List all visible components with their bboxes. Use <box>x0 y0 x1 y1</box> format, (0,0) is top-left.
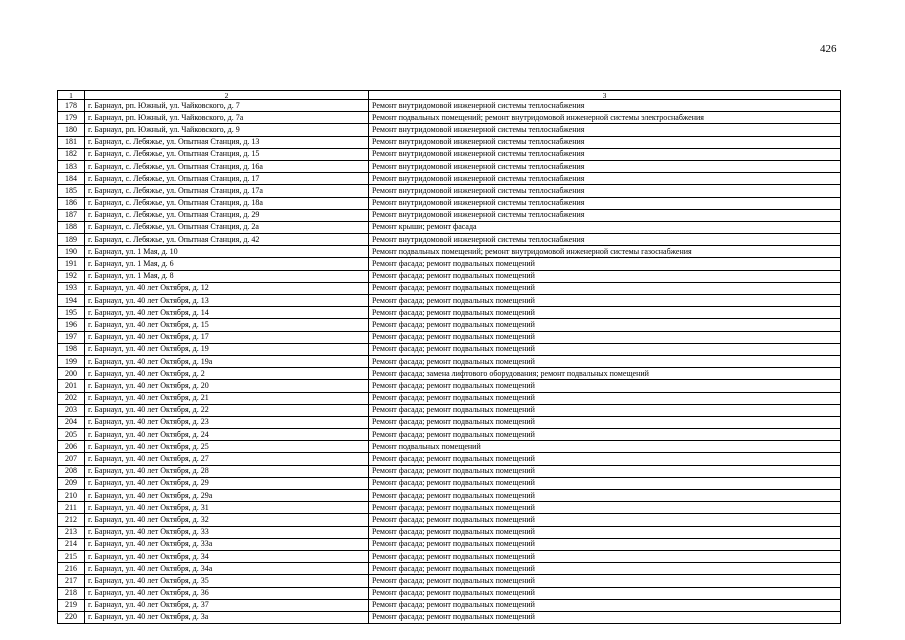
column-header-3: 3 <box>369 91 841 100</box>
row-number: 206 <box>58 441 85 453</box>
table-row <box>58 575 841 587</box>
table-row <box>58 234 841 246</box>
row-number: 189 <box>58 234 85 246</box>
row-number: 217 <box>58 575 85 587</box>
address-cell: г. Барнаул, ул. 40 лет Октября, д. 34а <box>85 563 369 575</box>
row-number: 208 <box>58 465 85 477</box>
table-row <box>58 599 841 611</box>
table-row <box>58 368 841 380</box>
work-type-cell: Ремонт фасада; ремонт подвальных помещений <box>369 587 841 599</box>
table-row <box>58 319 841 331</box>
row-number: 220 <box>58 611 85 623</box>
work-type-cell: Ремонт фасада; ремонт подвальных помещений <box>369 380 841 392</box>
row-number: 214 <box>58 538 85 550</box>
work-type-cell: Ремонт внутридомовой инженерной системы теплоснабжения <box>369 185 841 197</box>
table-row <box>58 429 841 441</box>
table-row <box>58 148 841 160</box>
table-row <box>58 563 841 575</box>
row-number: 205 <box>58 429 85 441</box>
table-row <box>58 258 841 270</box>
table-row <box>58 100 841 112</box>
work-type-cell: Ремонт фасада; ремонт подвальных помещений <box>369 490 841 502</box>
row-number: 212 <box>58 514 85 526</box>
address-cell: г. Барнаул, с. Лебяжье, ул. Опытная Станция, д. 2а <box>85 221 369 233</box>
address-cell: г. Барнаул, ул. 40 лет Октября, д. 24 <box>85 429 369 441</box>
address-cell: г. Барнаул, ул. 40 лет Октября, д. 34 <box>85 550 369 562</box>
address-cell: г. Барнаул, с. Лебяжье, ул. Опытная Станция, д. 17а <box>85 185 369 197</box>
work-type-cell: Ремонт фасада; ремонт подвальных помещений <box>369 563 841 575</box>
address-cell: г. Барнаул, рп. Южный, ул. Чайковского, д. 7 <box>85 100 369 112</box>
work-type-cell: Ремонт фасада; ремонт подвальных помещений <box>369 477 841 489</box>
address-cell: г. Барнаул, ул. 40 лет Октября, д. 29а <box>85 490 369 502</box>
row-number: 179 <box>58 112 85 124</box>
address-cell: г. Барнаул, ул. 40 лет Октября, д. 37 <box>85 599 369 611</box>
address-cell: г. Барнаул, ул. 40 лет Октября, д. 21 <box>85 392 369 404</box>
row-number: 218 <box>58 587 85 599</box>
work-type-cell: Ремонт фасада; ремонт подвальных помещений <box>369 404 841 416</box>
work-type-cell: Ремонт фасада; ремонт подвальных помещений <box>369 282 841 294</box>
table-row <box>58 538 841 550</box>
address-cell: г. Барнаул, с. Лебяжье, ул. Опытная Станция, д. 42 <box>85 234 369 246</box>
work-type-cell: Ремонт внутридомовой инженерной системы теплоснабжения <box>369 136 841 148</box>
table-row <box>58 124 841 136</box>
table-row <box>58 550 841 562</box>
row-number: 210 <box>58 490 85 502</box>
table-row <box>58 295 841 307</box>
work-type-cell: Ремонт фасада; ремонт подвальных помещений <box>369 611 841 623</box>
row-number: 196 <box>58 319 85 331</box>
work-type-cell: Ремонт фасада; ремонт подвальных помещений <box>369 453 841 465</box>
work-type-cell: Ремонт фасада; ремонт подвальных помещений <box>369 550 841 562</box>
work-type-cell: Ремонт фасада; ремонт подвальных помещений <box>369 429 841 441</box>
work-type-cell: Ремонт фасада; ремонт подвальных помещений <box>369 270 841 282</box>
table-row <box>58 246 841 258</box>
work-type-cell: Ремонт фасада; ремонт подвальных помещений <box>369 514 841 526</box>
row-number: 182 <box>58 148 85 160</box>
table-row <box>58 526 841 538</box>
row-number: 213 <box>58 526 85 538</box>
address-cell: г. Барнаул, ул. 1 Мая, д. 8 <box>85 270 369 282</box>
work-type-cell: Ремонт внутридомовой инженерной системы теплоснабжения <box>369 234 841 246</box>
address-cell: г. Барнаул, ул. 40 лет Октября, д. 33а <box>85 538 369 550</box>
address-cell: г. Барнаул, ул. 40 лет Октября, д. 12 <box>85 282 369 294</box>
work-type-cell: Ремонт внутридомовой инженерной системы теплоснабжения <box>369 160 841 172</box>
address-cell: г. Барнаул, ул. 1 Мая, д. 10 <box>85 246 369 258</box>
work-type-cell: Ремонт фасада; ремонт подвальных помещений <box>369 502 841 514</box>
column-header-2: 2 <box>85 91 369 100</box>
table-row <box>58 112 841 124</box>
row-number: 198 <box>58 343 85 355</box>
address-cell: г. Барнаул, ул. 40 лет Октября, д. 29 <box>85 477 369 489</box>
address-cell: г. Барнаул, с. Лебяжье, ул. Опытная Станция, д. 15 <box>85 148 369 160</box>
address-cell: г. Барнаул, рп. Южный, ул. Чайковского, д. 7а <box>85 112 369 124</box>
address-cell: г. Барнаул, с. Лебяжье, ул. Опытная Станция, д. 13 <box>85 136 369 148</box>
work-type-cell: Ремонт фасада; ремонт подвальных помещений <box>369 599 841 611</box>
row-number: 209 <box>58 477 85 489</box>
row-number: 178 <box>58 100 85 112</box>
work-type-cell: Ремонт фасада; ремонт подвальных помещений <box>369 526 841 538</box>
address-cell: г. Барнаул, ул. 40 лет Октября, д. 15 <box>85 319 369 331</box>
row-number: 202 <box>58 392 85 404</box>
table-row <box>58 331 841 343</box>
work-type-cell: Ремонт подвальных помещений; ремонт внутридомовой инженерной системы газоснабжения <box>369 246 841 258</box>
row-number: 188 <box>58 221 85 233</box>
table-row <box>58 270 841 282</box>
table-row <box>58 514 841 526</box>
work-type-cell: Ремонт фасада; ремонт подвальных помещений <box>369 295 841 307</box>
address-cell: г. Барнаул, с. Лебяжье, ул. Опытная Станция, д. 17 <box>85 173 369 185</box>
work-type-cell: Ремонт внутридомовой инженерной системы теплоснабжения <box>369 100 841 112</box>
work-type-cell: Ремонт фасада; ремонт подвальных помещений <box>369 343 841 355</box>
table-row <box>58 404 841 416</box>
table-row <box>58 380 841 392</box>
work-type-cell: Ремонт фасада; ремонт подвальных помещений <box>369 355 841 367</box>
row-number: 191 <box>58 258 85 270</box>
table-row <box>58 221 841 233</box>
row-number: 192 <box>58 270 85 282</box>
address-cell: г. Барнаул, с. Лебяжье, ул. Опытная Станция, д. 18а <box>85 197 369 209</box>
work-type-cell: Ремонт фасада; замена лифтового оборудования; ремонт подвальных помещений <box>369 368 841 380</box>
row-number: 190 <box>58 246 85 258</box>
table-row <box>58 477 841 489</box>
row-number: 194 <box>58 295 85 307</box>
row-number: 180 <box>58 124 85 136</box>
address-cell: г. Барнаул, ул. 40 лет Октября, д. 22 <box>85 404 369 416</box>
address-cell: г. Барнаул, ул. 40 лет Октября, д. 14 <box>85 307 369 319</box>
work-type-cell: Ремонт фасада; ремонт подвальных помещений <box>369 538 841 550</box>
row-number: 216 <box>58 563 85 575</box>
work-type-cell: Ремонт подвальных помещений <box>369 441 841 453</box>
address-cell: г. Барнаул, ул. 40 лет Октября, д. 17 <box>85 331 369 343</box>
column-header-1: 1 <box>58 91 85 100</box>
row-number: 211 <box>58 502 85 514</box>
table-row <box>58 185 841 197</box>
page-number: 426 <box>820 43 837 55</box>
table-row <box>58 611 841 623</box>
table-row <box>58 416 841 428</box>
row-number: 187 <box>58 209 85 221</box>
table-row <box>58 392 841 404</box>
row-number: 204 <box>58 416 85 428</box>
address-cell: г. Барнаул, ул. 40 лет Октября, д. 31 <box>85 502 369 514</box>
address-cell: г. Барнаул, ул. 40 лет Октября, д. 3а <box>85 611 369 623</box>
address-cell: г. Барнаул, ул. 40 лет Октября, д. 28 <box>85 465 369 477</box>
table-row <box>58 209 841 221</box>
table-row <box>58 453 841 465</box>
table-row <box>58 587 841 599</box>
address-cell: г. Барнаул, ул. 40 лет Октября, д. 33 <box>85 526 369 538</box>
address-cell: г. Барнаул, ул. 40 лет Октября, д. 25 <box>85 441 369 453</box>
row-number: 203 <box>58 404 85 416</box>
row-number: 219 <box>58 599 85 611</box>
work-type-cell: Ремонт внутридомовой инженерной системы теплоснабжения <box>369 124 841 136</box>
table-row <box>58 343 841 355</box>
table-row <box>58 160 841 172</box>
table-row <box>58 307 841 319</box>
address-cell: г. Барнаул, ул. 40 лет Октября, д. 19 <box>85 343 369 355</box>
work-type-cell: Ремонт внутридомовой инженерной системы теплоснабжения <box>369 173 841 185</box>
row-number: 199 <box>58 355 85 367</box>
table-row <box>58 465 841 477</box>
work-type-cell: Ремонт фасада; ремонт подвальных помещений <box>369 465 841 477</box>
table-row <box>58 441 841 453</box>
work-type-cell: Ремонт внутридомовой инженерной системы теплоснабжения <box>369 148 841 160</box>
address-cell: г. Барнаул, ул. 40 лет Октября, д. 20 <box>85 380 369 392</box>
row-number: 181 <box>58 136 85 148</box>
address-cell: г. Барнаул, ул. 40 лет Октября, д. 2 <box>85 368 369 380</box>
address-cell: г. Барнаул, ул. 1 Мая, д. 6 <box>85 258 369 270</box>
table-row <box>58 490 841 502</box>
work-type-cell: Ремонт внутридомовой инженерной системы теплоснабжения <box>369 197 841 209</box>
row-number: 195 <box>58 307 85 319</box>
row-number: 200 <box>58 368 85 380</box>
row-number: 201 <box>58 380 85 392</box>
table-row <box>58 173 841 185</box>
address-cell: г. Барнаул, ул. 40 лет Октября, д. 19а <box>85 355 369 367</box>
work-type-cell: Ремонт подвальных помещений; ремонт внутридомовой инженерной системы электроснабжения <box>369 112 841 124</box>
address-cell: г. Барнаул, ул. 40 лет Октября, д. 27 <box>85 453 369 465</box>
table-body <box>58 100 841 624</box>
work-type-cell: Ремонт фасада; ремонт подвальных помещений <box>369 319 841 331</box>
address-cell: г. Барнаул, ул. 40 лет Октября, д. 36 <box>85 587 369 599</box>
row-number: 185 <box>58 185 85 197</box>
registry-table <box>57 90 841 624</box>
address-cell: г. Барнаул, ул. 40 лет Октября, д. 23 <box>85 416 369 428</box>
table-row <box>58 502 841 514</box>
table-header-row <box>58 91 841 100</box>
table-row <box>58 197 841 209</box>
work-type-cell: Ремонт фасада; ремонт подвальных помещений <box>369 307 841 319</box>
table-row <box>58 136 841 148</box>
row-number: 197 <box>58 331 85 343</box>
address-cell: г. Барнаул, ул. 40 лет Октября, д. 13 <box>85 295 369 307</box>
work-type-cell: Ремонт крыши; ремонт фасада <box>369 221 841 233</box>
work-type-cell: Ремонт фасада; ремонт подвальных помещений <box>369 416 841 428</box>
work-type-cell: Ремонт фасада; ремонт подвальных помещений <box>369 575 841 587</box>
address-cell: г. Барнаул, ул. 40 лет Октября, д. 32 <box>85 514 369 526</box>
work-type-cell: Ремонт внутридомовой инженерной системы теплоснабжения <box>369 209 841 221</box>
row-number: 215 <box>58 550 85 562</box>
row-number: 186 <box>58 197 85 209</box>
work-type-cell: Ремонт фасада; ремонт подвальных помещений <box>369 392 841 404</box>
address-cell: г. Барнаул, ул. 40 лет Октября, д. 35 <box>85 575 369 587</box>
table-row <box>58 355 841 367</box>
row-number: 207 <box>58 453 85 465</box>
row-number: 183 <box>58 160 85 172</box>
address-cell: г. Барнаул, с. Лебяжье, ул. Опытная Станция, д. 16а <box>85 160 369 172</box>
work-type-cell: Ремонт фасада; ремонт подвальных помещений <box>369 331 841 343</box>
address-cell: г. Барнаул, с. Лебяжье, ул. Опытная Станция, д. 29 <box>85 209 369 221</box>
table-row <box>58 282 841 294</box>
row-number: 193 <box>58 282 85 294</box>
address-cell: г. Барнаул, рп. Южный, ул. Чайковского, д. 9 <box>85 124 369 136</box>
row-number: 184 <box>58 173 85 185</box>
work-type-cell: Ремонт фасада; ремонт подвальных помещений <box>369 258 841 270</box>
